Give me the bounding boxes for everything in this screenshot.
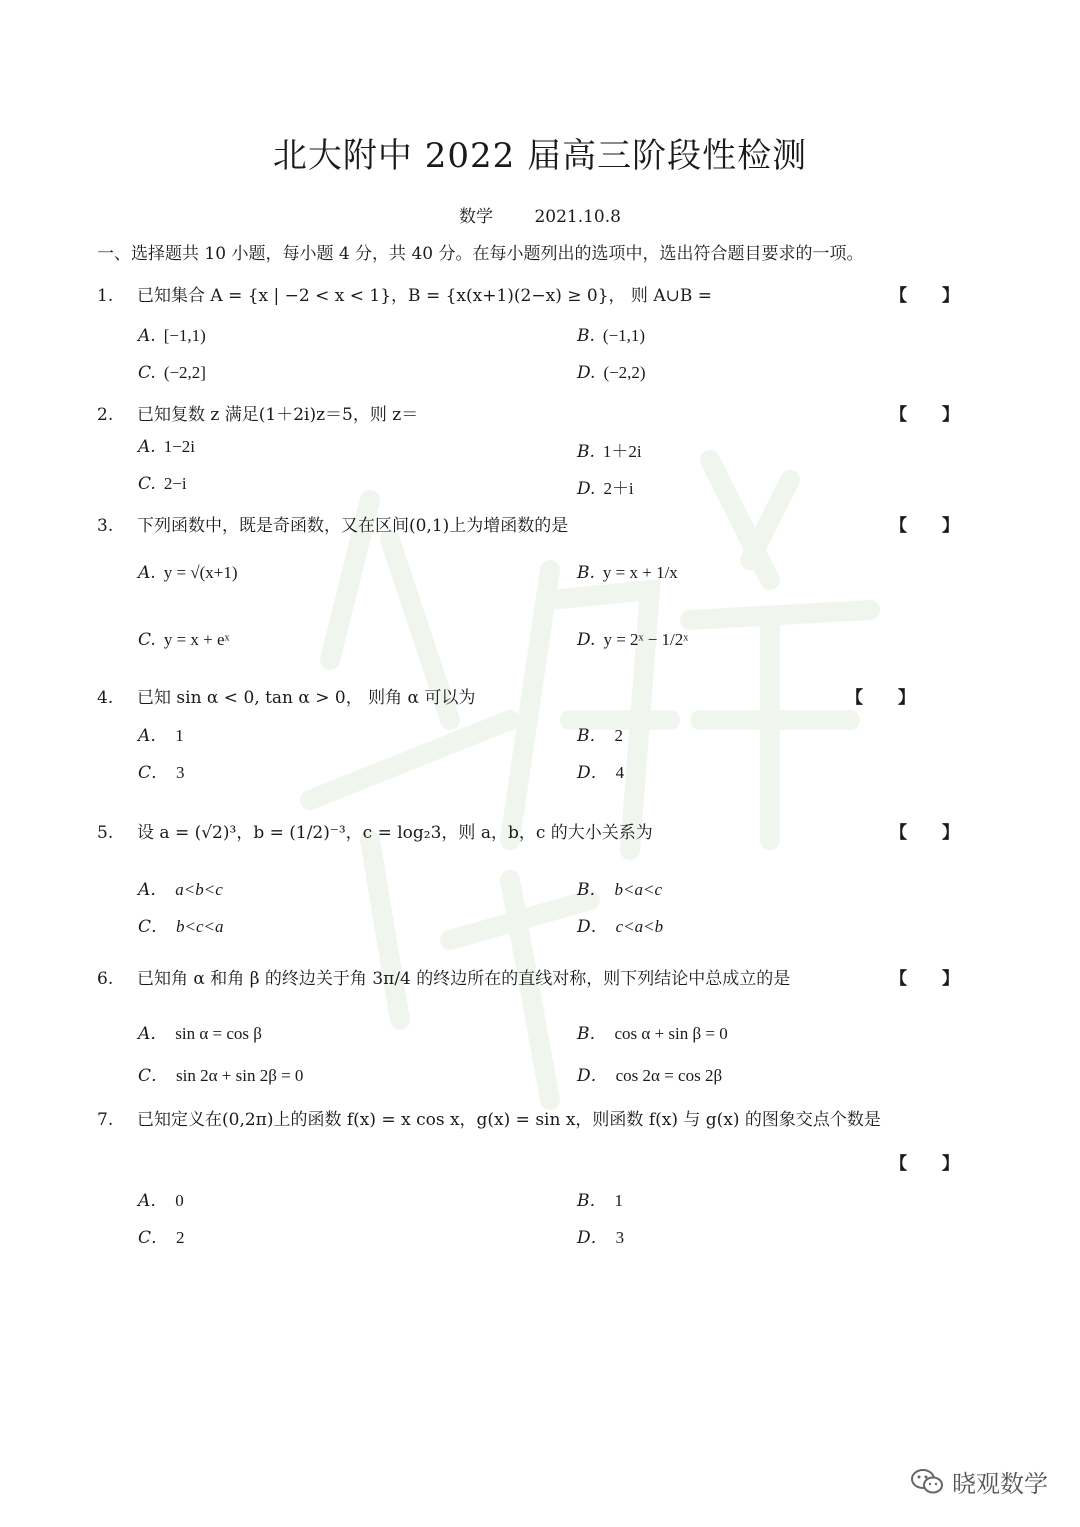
option-c: C． b<c<a [138, 917, 224, 937]
brand-footer [910, 1464, 1048, 1499]
option-b: B. 1＋2i [577, 442, 642, 462]
question-1 [97, 281, 712, 306]
subject-label: 数学 [459, 207, 494, 227]
option-c: C. 2−i [138, 474, 187, 494]
question-number: 6. [97, 969, 114, 989]
question-stem: 设 a = (√2)³，b = (1/2)⁻³，c = log₂3，则 a，b，c 的大小关系为 [137, 823, 653, 843]
exam-page: 北大附中 2022 届高三阶段性检测 数学 2021.10.8 一、选择题共 10 小题，每小题 4 分，共 40 分。在每小题列出的选项中，选出符合题目要求的一项。 1. 已知集合 A = {x | −2 < x < 1}，B = {x(x+1)(2−x) ≥ 0}， 则 A∪B = 【 】 A. [−1,1) B. (−1,1) C. (−2,2] D. (−2,2) 2. 已知复数 z 满足(1＋2i)z＝5，则 z＝ 【 】 A. 1−2i B. 1＋2i C. 2−i D. 2＋i 3. 下列函数中，既是奇函数，又在区间(0,1)上为增函数的是 【 】 A. y = √(x+1) B. y = x + 1/x C. y = x + eˣ D. y = 2ˣ − 1/2ˣ 4. 已知 sin α < 0, tan α > 0， 则角 α 可以为 【 】 A． 1 B． 2 C． 3 D． 4 5. 设 a = (√2)³，b = (1/2)⁻³，c = log₂3，则 a，b，c 的大小关系为 【 】 A． a<b<c B． b<a<c C． b<c<a D． c<a<b 6. 已知角 α 和角 β 的终边关于角 3π/4 的终边所在的直线对称，则下列结论中总成立的是 【 】 A． sin α = cos β B． cos α + sin β = 0 C． sin 2α + sin 2β = 0 D． cos 2α = cos 2β 7. 已知定义在(0,2π)上的函数 f(x) = x cos x，g(x) = sin x，则函数 f(x) 与 g(x) 的图象交点个数是 【 】 A． 0 B． 1 C． 2 D． 3 晓观数学 [0, 0, 1080, 1527]
option-c: C. y = x + eˣ [138, 630, 230, 650]
page-title: 北大附中 2022 届高三阶段性检测 [272, 136, 808, 176]
option-d: D． 3 [577, 1228, 625, 1248]
option-d: D. y = 2ˣ − 1/2ˣ [577, 630, 689, 650]
option-a: A. [−1,1) [138, 326, 206, 346]
section-heading: 一、选择题共 10 小题，每小题 4 分，共 40 分。在每小题列出的选项中，选出符合题目要求的一项。 [97, 244, 864, 264]
wechat-icon [910, 1467, 944, 1497]
option-d: D. (−2,2) [577, 363, 646, 383]
question-6 [97, 964, 790, 989]
question-7 [97, 1105, 881, 1130]
option-a: A. y = √(x+1) [138, 563, 238, 583]
question-number: 2. [97, 405, 114, 425]
option-b: B． b<a<c [577, 880, 662, 900]
option-a: A． sin α = cos β [138, 1024, 262, 1044]
question-stem: 已知复数 z 满足(1＋2i)z＝5，则 z＝ [137, 405, 419, 425]
question-number: 7. [97, 1110, 114, 1130]
option-b: B. y = x + 1/x [577, 563, 678, 583]
option-c: C. (−2,2] [138, 363, 206, 383]
option-a: A． 1 [138, 726, 184, 746]
question-5 [97, 818, 653, 843]
option-a: A. 1−2i [138, 437, 195, 457]
brand-name: 晓观数学 [952, 1470, 1048, 1498]
option-c: C． 3 [138, 763, 185, 783]
option-d: D. 2＋i [577, 479, 634, 499]
question-number: 1. [97, 286, 114, 306]
question-4 [97, 683, 475, 708]
question-stem: 已知角 α 和角 β 的终边关于角 3π/4 的终边所在的直线对称，则下列结论中总成立的是 [137, 969, 791, 989]
exam-date: 2021.10.8 [534, 207, 621, 227]
option-d: D． 4 [577, 763, 625, 783]
subtitle [0, 202, 1080, 227]
question-stem: 已知集合 A = {x | −2 < x < 1}，B = {x(x+1)(2−x) ≥ 0}， 则 A∪B = [137, 286, 712, 306]
question-number: 5. [97, 823, 114, 843]
question-stem: 已知定义在(0,2π)上的函数 f(x) = x cos x，g(x) = sin x，则函数 f(x) 与 g(x) 的图象交点个数是 [137, 1110, 881, 1130]
option-a: A． 0 [138, 1191, 184, 1211]
option-b: B． 2 [577, 726, 623, 746]
option-c: C． sin 2α + sin 2β = 0 [138, 1066, 304, 1086]
question-2 [97, 400, 418, 425]
question-3 [97, 511, 568, 536]
question-number: 3. [97, 516, 114, 536]
option-c: C． 2 [138, 1228, 185, 1248]
option-b: B. (−1,1) [577, 326, 646, 346]
option-d: D． c<a<b [577, 917, 664, 937]
question-stem: 已知 sin α < 0, tan α > 0， 则角 α 可以为 [137, 688, 476, 708]
option-d: D． cos 2α = cos 2β [577, 1066, 723, 1086]
question-stem: 下列函数中，既是奇函数，又在区间(0,1)上为增函数的是 [137, 516, 569, 536]
option-b: B． 1 [577, 1191, 623, 1211]
question-number: 4. [97, 688, 114, 708]
option-a: A． a<b<c [138, 880, 223, 900]
option-b: B． cos α + sin β = 0 [577, 1024, 728, 1044]
